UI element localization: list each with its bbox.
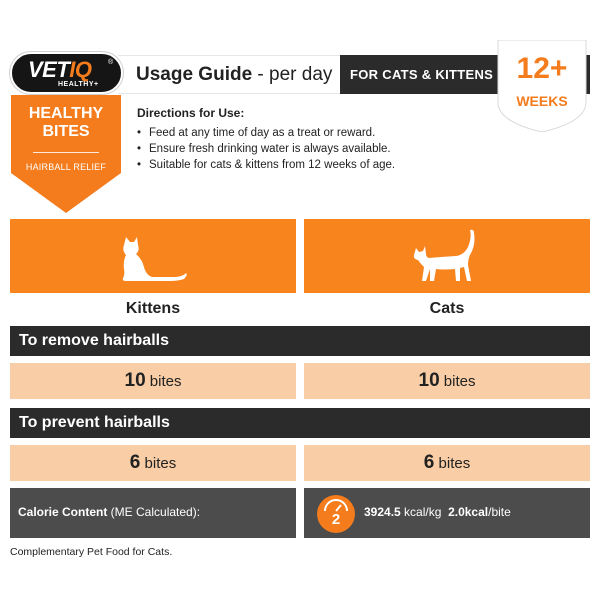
logo-registered-mark: ® bbox=[108, 59, 114, 66]
calorie-label: Calorie Content (ME Calculated): bbox=[18, 505, 201, 519]
list-item: • Ensure fresh drinking water is always available. bbox=[137, 141, 507, 157]
cats-column-header: Cats bbox=[429, 300, 465, 317]
calorie-values: 3924.5 kcal/kg 2.0kcal/bite bbox=[364, 505, 511, 519]
calorie-value-box bbox=[304, 488, 590, 538]
cats-prevent-amount: 6 bites bbox=[304, 445, 590, 481]
product-name: HEALTHY BITES bbox=[28, 105, 104, 140]
audience-label: FOR CATS & KITTENS bbox=[350, 67, 494, 82]
age-value: 12+ bbox=[516, 52, 568, 85]
list-item: • Suitable for cats & kittens from 12 weeks of age. bbox=[137, 157, 507, 173]
list-item: • Feed at any time of day as a treat or reward. bbox=[137, 125, 507, 141]
remove-hairballs-title: To remove hairballs bbox=[10, 326, 590, 356]
sitting-cat-icon bbox=[118, 235, 188, 283]
kittens-prevent-amount: 6 bites bbox=[10, 445, 296, 481]
walking-cat-icon bbox=[410, 227, 480, 283]
kittens-image-panel bbox=[10, 219, 296, 293]
product-badge bbox=[11, 95, 121, 215]
prevent-hairballs-title: To prevent hairballs bbox=[10, 408, 590, 438]
directions-section bbox=[137, 106, 507, 173]
scale-icon bbox=[316, 494, 356, 534]
directions-list bbox=[137, 125, 507, 173]
usage-guide-box bbox=[118, 55, 340, 94]
cats-image-panel bbox=[304, 219, 590, 293]
calorie-label-box bbox=[10, 488, 296, 538]
age-label: WEEKS bbox=[516, 93, 568, 109]
logo-wordmark: VETIQ bbox=[28, 57, 92, 82]
cats-remove-amount: 10 bites bbox=[304, 363, 590, 399]
vetiq-logo bbox=[10, 52, 123, 94]
product-subtitle: HAIRBALL RELIEF bbox=[25, 162, 107, 172]
directions-heading: Directions for Use: bbox=[137, 106, 245, 120]
badge-divider bbox=[33, 152, 99, 153]
age-badge bbox=[496, 40, 588, 132]
kittens-column-header: Kittens bbox=[125, 300, 181, 317]
footer-note: Complementary Pet Food for Cats. bbox=[10, 546, 173, 558]
usage-guide-title: Usage Guide - per day bbox=[136, 64, 333, 85]
kittens-remove-amount: 10 bites bbox=[10, 363, 296, 399]
scale-icon-number: 2 bbox=[331, 511, 341, 528]
logo-subtitle: HEALTHY+ bbox=[58, 81, 99, 88]
